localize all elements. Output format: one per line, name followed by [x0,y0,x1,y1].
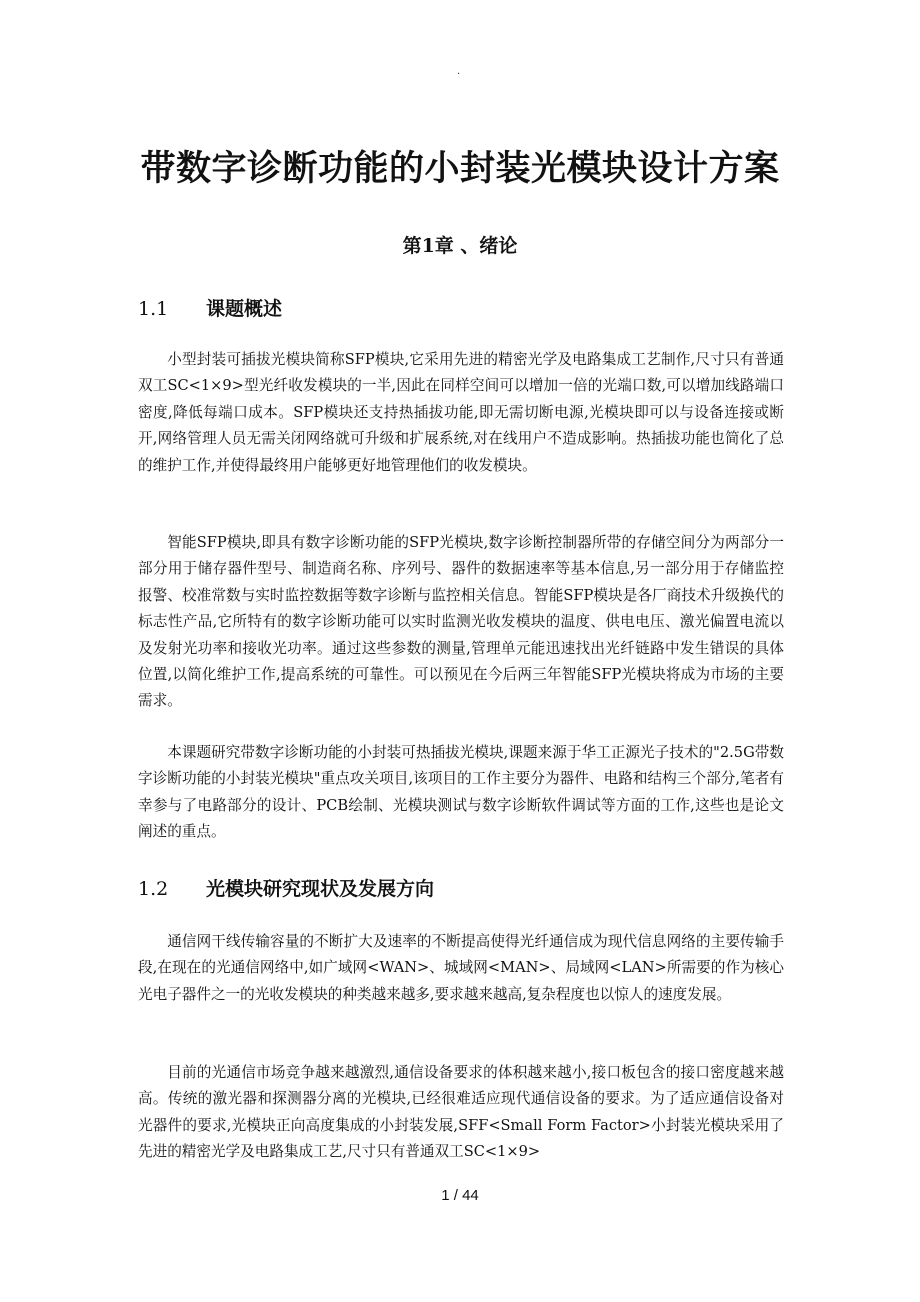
paragraph: 通信网干线传输容量的不断扩大及速率的不断提高使得光纤通信成为现代信息网络的主要传输手段,在现在的光通信网络中,如广域网<WAN>、城域网<MAN>、局域网<LAN>所需要的作为核心光电子器件之一的光收发模块的种类越来越多,要求越来越高,复杂程度也以惊人的速度发展。 [138,933,784,1003]
paragraph: 本课题研究带数字诊断功能的小封装可热插拔光模块,课题来源于华工正源光子技术的"2.5G带数字诊断功能的小封装光模块"重点攻关项目,该项目的工作主要分为器件、电路和结构三个部分,笔者有幸参与了电路部分的设计、PCB绘制、光模块测试与数字诊断软件调试等方面的工作,这些也是论文阐述的重点。 [138,744,784,841]
document-title: 带数字诊断功能的小封装光模块设计方案 [140,148,780,189]
section-title: 光模块研究现状及发展方向 [206,878,435,900]
chapter-heading: 第1章 、绪论 [402,235,518,257]
page-number: 1 / 44 [441,1187,479,1204]
header-dot: . [457,66,461,77]
section-heading-1-1 [138,296,282,322]
section-title: 课题概述 [206,298,283,320]
paragraph: 目前的光通信市场竞争越来越激烈,通信设备要求的体积越来越小,接口板包含的接口密度越来越高。传统的激光器和探测器分离的光模块,已经很难适应现代通信设备的要求。为了适应通信设备对光器件的要求,光模块正向高度集成的小封装发展,SFF<Small Form Factor>小封装光模块采用了先进的精密光学及电路集成工艺,尺寸只有普通双工SC<1×9> [138,1064,784,1161]
section-number: 1.1 [138,298,169,320]
paragraph: 智能SFP模块,即具有数字诊断功能的SFP光模块,数字诊断控制器所带的存储空间分为两部分一部分用于储存器件型号、制造商名称、序列号、器件的数据速率等基本信息,另一部分用于存储监控报警、校准常数与实时监控数据等数字诊断与监控相关信息。智能SFP模块是各厂商技术升级换代的标志性产品,它所特有的数字诊断功能可以实时监测光收发模块的温度、供电电压、激光偏置电流以及发射光功率和接收光功率。通过这些参数的测量,管理单元能迅速找出光纤链路中发生错误的具体位置,以简化维护工作,提高系统的可靠性。可以预见在今后两三年智能SFP光模块将成为市场的主要需求。 [138,534,784,710]
section-number: 1.2 [138,878,169,900]
paragraph: 小型封装可插拔光模块简称SFP模块,它采用先进的精密光学及电路集成工艺制作,尺寸只有普通双工SC<1×9>型光纤收发模块的一半,因此在同样空间可以增加一倍的光端口数,可以增加线路端口密度,降低每端口成本。SFP模块还支持热插拔功能,即无需切断电源,光模块即可以与设备连接或断开,网络管理人员无需关闭网络就可升级和扩展系统,对在线用户不造成影响。热插拔功能也简化了总的维护工作,并使得最终用户能够更好地管理他们的收发模块。 [138,351,784,474]
section-heading-1-2 [138,876,434,902]
